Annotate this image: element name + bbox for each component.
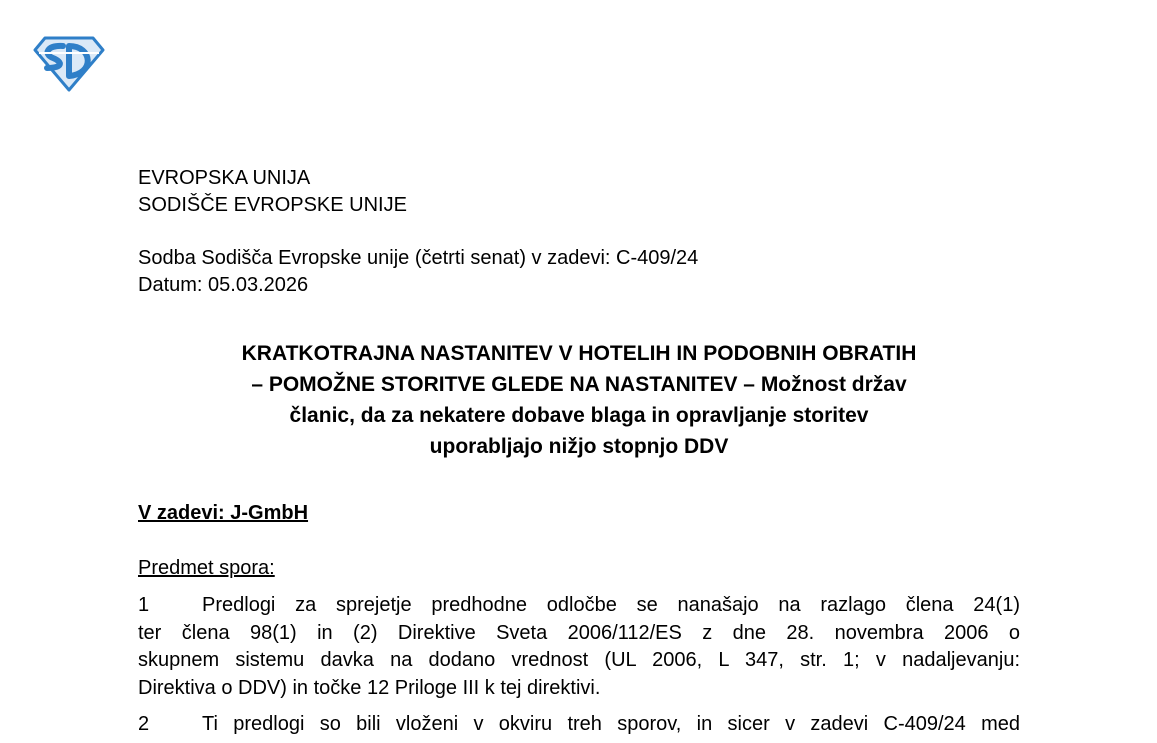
paragraph-line: Ti predlogi so bili vloženi v okviru treh sporov, in sicer v zadevi C-409/24 med — [202, 713, 1020, 735]
paragraph-number: 1 — [138, 594, 150, 616]
case-subject: V zadevi: J-GmbH — [138, 502, 309, 524]
title-line: članic, da za nekatere dobave blaga in opravljanje storitev — [289, 404, 869, 427]
title-line: uporabljajo nižjo stopnjo DDV — [429, 435, 729, 458]
paragraph-line: Direktiva o DDV) in točke 12 Priloge III k tej direktivi. — [138, 676, 601, 699]
judgment-reference: Sodba Sodišča Evropske unije (četrti senat) v zadevi: C-409/24 — [138, 247, 699, 269]
paragraph-1 — [138, 592, 1020, 702]
institution-line-1: EVROPSKA UNIJA — [138, 167, 311, 189]
document-title — [138, 338, 1020, 462]
paragraph-number: 2 — [138, 713, 150, 735]
title-line: KRATKOTRAJNA NASTANITEV V HOTELIH IN PODOBNIH OBRATIH — [241, 342, 917, 365]
paragraph-line: Predlogi za sprejetje predhodne odločbe se nanašajo na razlago člena 24(1) — [202, 594, 1020, 616]
paragraph-line: skupnem sistemu davka na dodano vrednost (UL 2006, L 347, str. 1; v nadaljevanju: — [138, 649, 1020, 671]
paragraph-line: ter člena 98(1) in (2) Direktive Sveta 2006/112/ES z dne 28. novembra 2006 o — [138, 621, 1020, 644]
title-line: – POMOŽNE STORITVE GLEDE NA NASTANITEV – Možnost držav — [251, 373, 907, 396]
court-logo-icon — [33, 36, 105, 92]
section-heading: Predmet spora: — [138, 557, 275, 579]
institution-line-2: SODIŠČE EVROPSKE UNIJE — [138, 194, 407, 216]
judgment-date: Datum: 05.03.2026 — [138, 274, 309, 296]
paragraph-2 — [138, 711, 1020, 739]
